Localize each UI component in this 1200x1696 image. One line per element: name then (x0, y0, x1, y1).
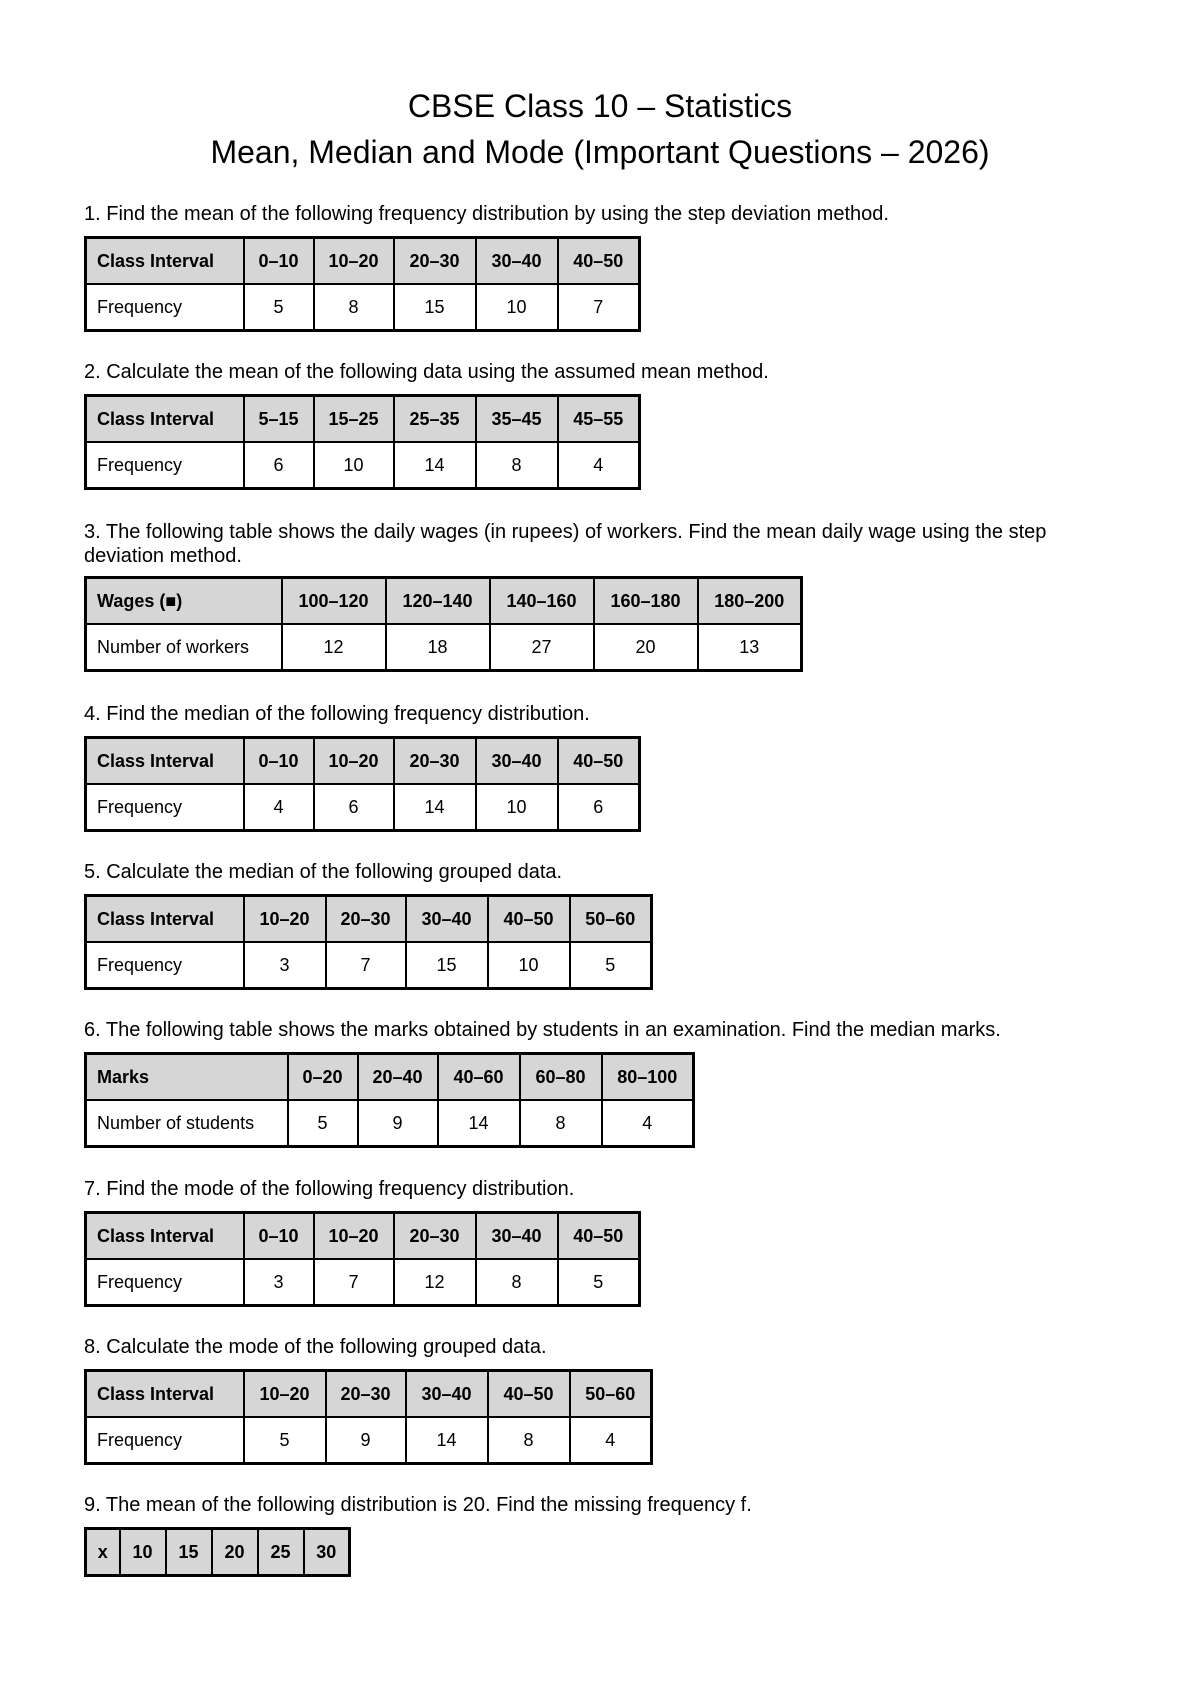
interval-cell: 80–100 (602, 1054, 694, 1101)
interval-cell: 40–50 (558, 238, 640, 285)
value-cell: 5 (570, 942, 652, 989)
row-label-cell: Frequency (86, 784, 244, 831)
value-cell: 8 (476, 1259, 558, 1306)
interval-cell: 120–140 (386, 578, 490, 625)
value-cell: 7 (326, 942, 406, 989)
interval-cell: 60–80 (520, 1054, 602, 1101)
interval-cell: 0–20 (288, 1054, 358, 1101)
interval-cell: 30–40 (476, 238, 558, 285)
value-cell: 5 (244, 284, 314, 331)
table-header-row (86, 1213, 640, 1260)
value-cell: 3 (244, 942, 326, 989)
x-value-cell: 25 (258, 1529, 304, 1576)
question-2-table (84, 394, 641, 490)
interval-cell: 180–200 (698, 578, 802, 625)
interval-cell: 40–50 (558, 1213, 640, 1260)
question-8-table (84, 1369, 653, 1465)
value-cell: 5 (244, 1417, 326, 1464)
header-cell: Class Interval (86, 738, 244, 785)
interval-cell: 0–10 (244, 1213, 314, 1260)
row-label-cell: Number of workers (86, 624, 282, 671)
interval-cell: 0–10 (244, 238, 314, 285)
value-cell: 20 (594, 624, 698, 671)
value-cell: 27 (490, 624, 594, 671)
value-cell: 6 (314, 784, 394, 831)
value-cell: 10 (476, 284, 558, 331)
interval-cell: 30–40 (406, 896, 488, 943)
value-cell: 7 (314, 1259, 394, 1306)
value-cell: 14 (394, 784, 476, 831)
interval-cell: 45–55 (558, 396, 640, 443)
x-value-cell: 20 (212, 1529, 258, 1576)
question-5-table (84, 894, 653, 990)
interval-cell: 20–30 (394, 1213, 476, 1260)
interval-cell: 10–20 (314, 738, 394, 785)
interval-cell: 160–180 (594, 578, 698, 625)
value-cell: 14 (438, 1100, 520, 1147)
question-9-table (84, 1527, 351, 1577)
question-4-table (84, 736, 641, 832)
value-cell: 4 (570, 1417, 652, 1464)
header-cell: x (86, 1529, 120, 1576)
interval-cell: 20–40 (358, 1054, 438, 1101)
value-cell: 10 (476, 784, 558, 831)
x-value-cell: 10 (120, 1529, 166, 1576)
interval-cell: 20–30 (394, 738, 476, 785)
table-header-row (86, 738, 640, 785)
interval-cell: 30–40 (476, 738, 558, 785)
interval-cell: 15–25 (314, 396, 394, 443)
value-cell: 10 (488, 942, 570, 989)
header-cell: Class Interval (86, 1371, 244, 1418)
question-2-text: 2. Calculate the mean of the following data using the assumed mean method. (84, 361, 769, 383)
value-cell: 4 (558, 442, 640, 489)
table-header-row (86, 1371, 652, 1418)
value-cell: 18 (386, 624, 490, 671)
value-cell: 3 (244, 1259, 314, 1306)
value-cell: 14 (406, 1417, 488, 1464)
row-label-cell: Frequency (86, 284, 244, 331)
value-cell: 8 (476, 442, 558, 489)
interval-cell: 10–20 (244, 896, 326, 943)
question-9-text: 9. The mean of the following distribution is 20. Find the missing frequency f. (84, 1494, 752, 1516)
question-8-text: 8. Calculate the mode of the following grouped data. (84, 1336, 547, 1358)
interval-cell: 10–20 (314, 238, 394, 285)
question-5-text: 5. Calculate the median of the following grouped data. (84, 861, 563, 883)
value-cell: 12 (282, 624, 386, 671)
table-value-row (86, 942, 652, 989)
value-cell: 15 (406, 942, 488, 989)
value-cell: 8 (520, 1100, 602, 1147)
page-subtitle: Mean, Median and Mode (Important Questions – 2026) (210, 134, 990, 170)
question-4-text: 4. Find the median of the following frequency distribution. (84, 703, 590, 725)
question-1-text: 1. Find the mean of the following frequency distribution by using the step deviation method. (84, 203, 889, 225)
question-7-text: 7. Find the mode of the following frequency distribution. (84, 1178, 575, 1200)
row-label-cell: Frequency (86, 442, 244, 489)
table-value-row (86, 1259, 640, 1306)
interval-cell: 10–20 (244, 1371, 326, 1418)
table-value-row (86, 1417, 652, 1464)
interval-cell: 140–160 (490, 578, 594, 625)
header-cell: Wages (■) (86, 578, 282, 625)
interval-cell: 30–40 (476, 1213, 558, 1260)
row-label-cell: Frequency (86, 1259, 244, 1306)
row-label-cell: Number of students (86, 1100, 288, 1147)
header-cell: Class Interval (86, 396, 244, 443)
table-value-row (86, 1100, 694, 1147)
question-7-table (84, 1211, 641, 1307)
x-value-cell: 30 (304, 1529, 350, 1576)
interval-cell: 40–50 (558, 738, 640, 785)
interval-cell: 5–15 (244, 396, 314, 443)
value-cell: 5 (288, 1100, 358, 1147)
interval-cell: 40–50 (488, 896, 570, 943)
value-cell: 15 (394, 284, 476, 331)
value-cell: 9 (326, 1417, 406, 1464)
interval-cell: 0–10 (244, 738, 314, 785)
interval-cell: 20–30 (326, 1371, 406, 1418)
header-cell: Class Interval (86, 238, 244, 285)
table-header-row (86, 1054, 694, 1101)
interval-cell: 40–50 (488, 1371, 570, 1418)
question-6-table (84, 1052, 695, 1148)
interval-cell: 20–30 (394, 238, 476, 285)
value-cell: 13 (698, 624, 802, 671)
table-value-row (86, 624, 802, 671)
question-6-text: 6. The following table shows the marks obtained by students in an examination. Find the median marks. (84, 1019, 1001, 1041)
value-cell: 10 (314, 442, 394, 489)
value-cell: 4 (602, 1100, 694, 1147)
table-header-row (86, 1529, 350, 1576)
value-cell: 4 (244, 784, 314, 831)
value-cell: 6 (558, 784, 640, 831)
value-cell: 12 (394, 1259, 476, 1306)
interval-cell: 10–20 (314, 1213, 394, 1260)
table-header-row (86, 238, 640, 285)
interval-cell: 30–40 (406, 1371, 488, 1418)
interval-cell: 40–60 (438, 1054, 520, 1101)
table-header-row (86, 896, 652, 943)
table-header-row (86, 396, 640, 443)
x-value-cell: 15 (166, 1529, 212, 1576)
question-3-table (84, 576, 803, 672)
row-label-cell: Frequency (86, 942, 244, 989)
interval-cell: 50–60 (570, 1371, 652, 1418)
row-label-cell: Frequency (86, 1417, 244, 1464)
value-cell: 6 (244, 442, 314, 489)
value-cell: 14 (394, 442, 476, 489)
table-value-row (86, 442, 640, 489)
table-value-row (86, 784, 640, 831)
interval-cell: 50–60 (570, 896, 652, 943)
header-cell: Class Interval (86, 1213, 244, 1260)
value-cell: 8 (314, 284, 394, 331)
table-value-row (86, 284, 640, 331)
header-cell: Marks (86, 1054, 288, 1101)
page-title: CBSE Class 10 – Statistics (407, 88, 793, 124)
table-header-row (86, 578, 802, 625)
question-3-text: 3. The following table shows the daily wages (in rupees) of workers. Find the mean daily wage using the step deviation method. (84, 521, 1047, 567)
value-cell: 9 (358, 1100, 438, 1147)
header-cell: Class Interval (86, 896, 244, 943)
interval-cell: 20–30 (326, 896, 406, 943)
value-cell: 5 (558, 1259, 640, 1306)
interval-cell: 25–35 (394, 396, 476, 443)
question-1-table (84, 236, 641, 332)
interval-cell: 35–45 (476, 396, 558, 443)
value-cell: 8 (488, 1417, 570, 1464)
interval-cell: 100–120 (282, 578, 386, 625)
value-cell: 7 (558, 284, 640, 331)
